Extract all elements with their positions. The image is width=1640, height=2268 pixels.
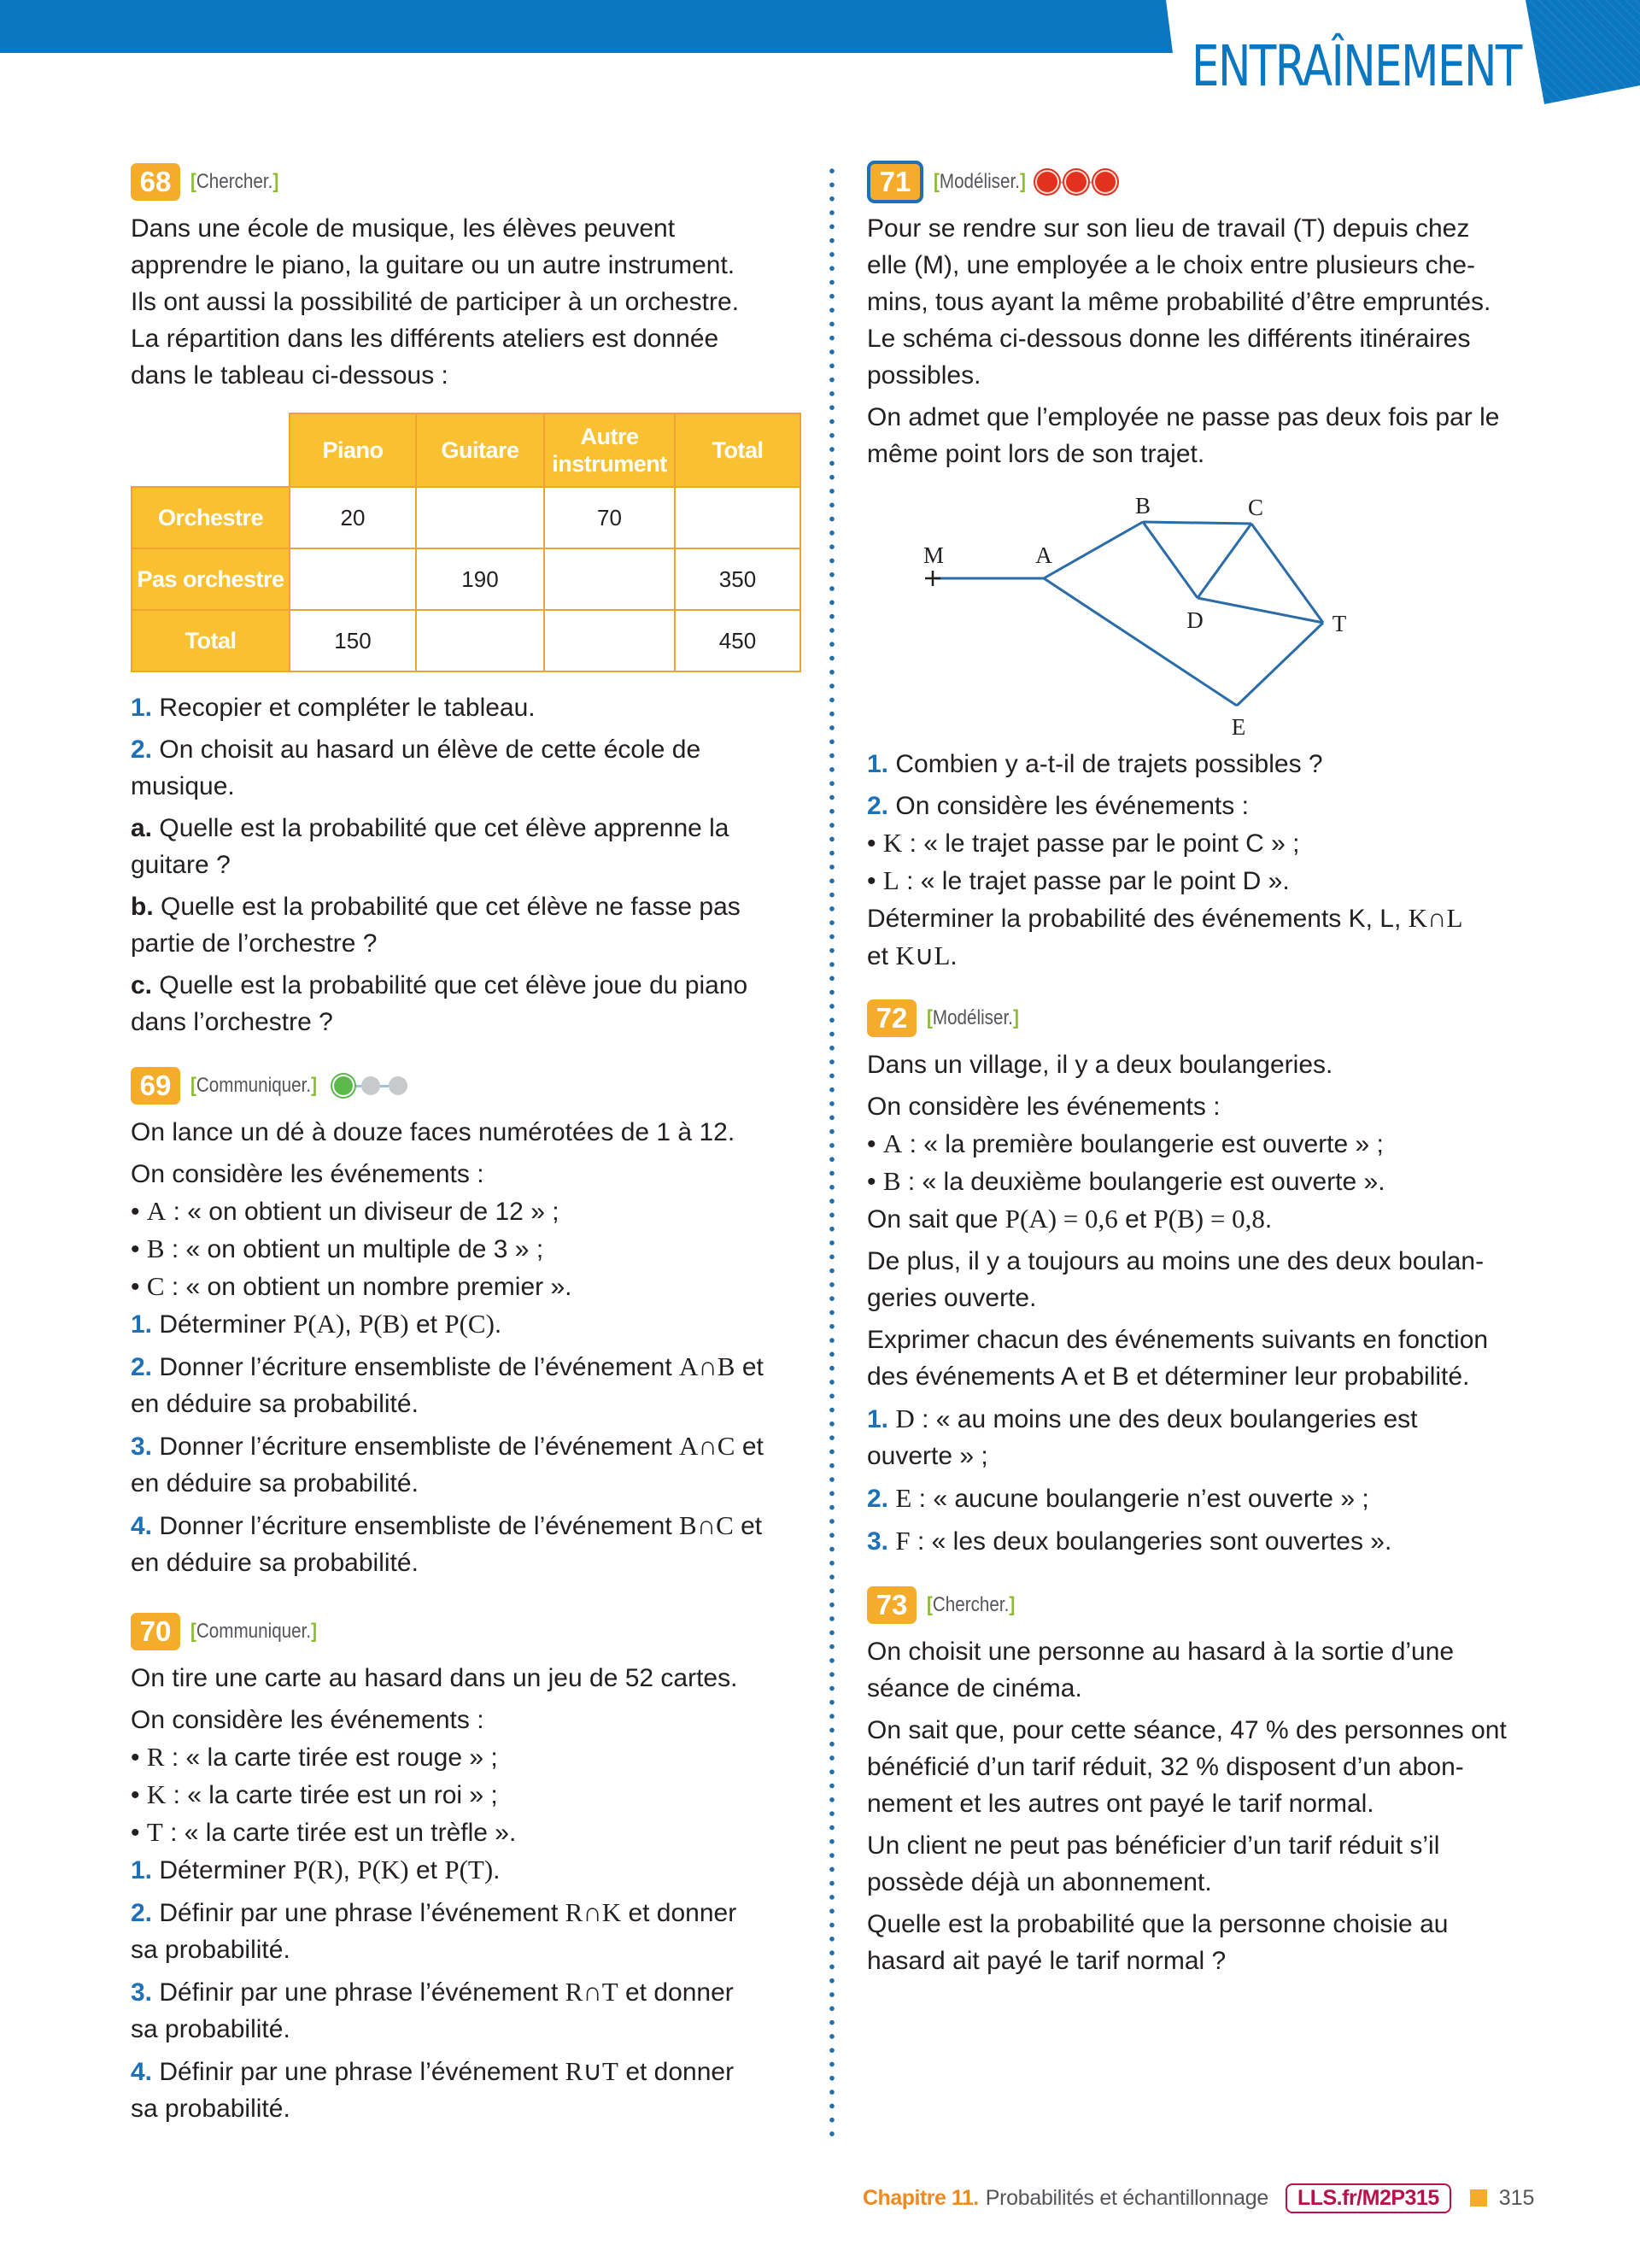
graph-svg [867, 484, 1542, 741]
resource-link[interactable]: LLS.fr/M2P315 [1286, 2183, 1451, 2213]
question-1: 1. Déterminer P(R), P(K) et P(T). [131, 1855, 501, 1884]
exercise-number-badge: 72 [867, 999, 917, 1037]
question-3: 3. Définir par une phrase l’événement R∩T et donner sa probabilité. [131, 1977, 734, 2043]
difficulty-dot-filled-icon [1037, 172, 1057, 192]
table-cell [675, 487, 800, 548]
svg-text:A: A [1035, 542, 1052, 568]
exercise-71 [867, 162, 1542, 975]
table-cell: 450 [675, 610, 800, 671]
question-2b: b. Quelle est la probabilité que cet élève ne fasse pas partie de l’orchestre ? [131, 893, 741, 958]
exercise-number-badge: 69 [131, 1067, 180, 1105]
exercise-73 [867, 1585, 1542, 1979]
question-2c: c. Quelle est la probabilité que cet élève joue du piano dans l’orchestre ? [131, 971, 748, 1036]
exercise-number-badge: 73 [867, 1586, 917, 1624]
svg-text:D: D [1186, 607, 1204, 633]
event-item: • C : « on obtient un nombre premier ». [131, 1271, 572, 1301]
event-item: • L : « le trajet passe par le point D ». [867, 865, 1290, 895]
exercise-body: Dans un village, il y a deux boulangeries. On considère les événements : • A : « la première boulangerie est ouverte » ; • B : « la deuxième boulangerie est ouverte ». On sait que P(A) = 0,6 et P(B) = 0,8. De plus, il y a toujours au moins une des deux boulan- geries ouverte. Exprimer chacun des événements suivants en fonction des événements A et B et déterminer leur probabilité. 1. D : « au moins une des deux boulangeries est ouverte » ; 2. E : « aucune boulangerie n’est ouverte » ; 3. F : « les deux boulangeries sont ouvertes ». [867, 1046, 1542, 1560]
exercise-72 [867, 999, 1542, 1560]
question-4: 4. Donner l’écriture ensembliste de l’événement B∩C et en déduire sa probabilité. [131, 1510, 763, 1577]
right-column [867, 162, 1542, 1979]
header-corner-decoration [1526, 0, 1640, 104]
exercise-header [131, 1066, 805, 1105]
col-header: Guitare [416, 413, 544, 487]
question-2: 2. Définir par une phrase l’événement R∩K et donner sa probabilité. [131, 1897, 737, 1964]
event-item: • K : « le trajet passe par le point C » ; [867, 828, 1300, 858]
table-cell [544, 548, 675, 610]
table-cell: 350 [675, 548, 800, 610]
table-cell: 20 [290, 487, 416, 548]
skill-tag: [Modéliser.] [927, 1006, 1019, 1029]
question-1: 1. Recopier et compléter le tableau. [131, 694, 536, 722]
event-item: • A : « la première boulangerie est ouverte » ; [867, 1128, 1384, 1158]
event-item: • T : « la carte tirée est un trèfle ». [131, 1817, 517, 1847]
row-header: Pas orchestre [132, 548, 290, 610]
exercise-body: On lance un dé à douze faces numérotées de 1 à 12. On considère les événements : • A : « on obtient un diviseur de 12 » ; • B : « on obtient un multiple de 3 » ; • C : « on obtient un nombre premier ». 1. Déterminer P(A), P(B) et P(C). 2. Donner l’écriture ensembliste de l’événement A∩B et en déduire sa probabilité. 3. Donner l’écriture ensembliste de l’événement A∩C et en déduire sa probabilité. 4. Donner l’écriture ensembliste de l’événement B∩C et en déduire sa probabilité. [131, 1114, 805, 1581]
question-2: 2. Donner l’écriture ensembliste de l’événement A∩B et en déduire sa probabilité. [131, 1351, 764, 1418]
exercise-69 [131, 1066, 805, 1581]
chapter-label: Chapitre 11. [863, 2185, 979, 2210]
left-column [131, 162, 805, 2127]
question-1: 1. Déterminer P(A), P(B) et P(C). [131, 1309, 502, 1339]
exercise-header [131, 1612, 805, 1651]
exercise-intro: Dans une école de musique, les élèves peuvent apprendre le piano, la guitare ou un autre instrument. Ils ont aussi la possibilité de participer à un orchestre. La répartition dans les différents ateliers est donnée dans le tableau ci-dessous : [131, 214, 740, 390]
question-2: 2. E : « aucune boulangerie n’est ouverte » ; [867, 1483, 1369, 1513]
questions [131, 689, 805, 1040]
question-4: 4. Définir par une phrase l’événement R∪T et donner sa probabilité. [131, 2056, 735, 2123]
exercise-number-badge: 71 [867, 161, 923, 203]
determine-text: Déterminer la probabilité des événements K, L, K∩L et K∪L. [867, 903, 1463, 970]
difficulty-indicator [1037, 172, 1116, 192]
col-header: Piano [290, 413, 416, 487]
question-2: 2. On considère les événements : [867, 792, 1249, 820]
table-cell [544, 610, 675, 671]
exercise-intro: Pour se rendre sur son lieu de travail (T) depuis chez elle (M), une employée a le choix entre plusieurs che- mins, tous ayant la même probabilité d’être empruntés. Le schéma ci-dessous donne les différents itinéraires possibles. On admet que l’employée ne passe pas deux fois par le même point lors de son trajet. [867, 214, 1500, 468]
exercise-body: On choisit une personne au hasard à la sortie d’une séance de cinéma. On sait que, pour cette séance, 47 % des personnes ont bénéficié d’un tarif réduit, 32 % disposent d’un abon- nement et les autres ont payé le tarif normal. Un client ne peut pas bénéficier d’un tarif réduit s’il possède déjà un abonnement. Quelle est la probabilité que la personne choisie au hasard ait payé le tarif normal ? [867, 1638, 1507, 1975]
data-table [131, 413, 801, 672]
event-item: • B : « on obtient un multiple de 3 » ; [131, 1234, 544, 1263]
skill-tag: [Chercher.] [190, 170, 279, 193]
exercise-number-badge: 70 [131, 1613, 180, 1650]
exercise-header [867, 1585, 1542, 1625]
table-cell [290, 548, 416, 610]
exercise-header [867, 999, 1542, 1038]
svg-text:T: T [1332, 611, 1347, 636]
exercise-number-badge: 68 [131, 163, 180, 201]
difficulty-dot-filled-icon [1095, 172, 1116, 192]
question-3: 3. F : « les deux boulangeries sont ouvertes ». [867, 1526, 1392, 1556]
event-item: • A : « on obtient un diviseur de 12 » ; [131, 1196, 559, 1226]
exercise-68 [131, 162, 805, 1040]
table-header-row [132, 413, 800, 487]
difficulty-dot-filled-icon [1066, 172, 1086, 192]
table-row [132, 487, 800, 548]
difficulty-dot-empty-icon [361, 1076, 380, 1095]
event-item: • R : « la carte tirée est rouge » ; [131, 1742, 498, 1772]
row-header: Total [132, 610, 290, 671]
questions [867, 746, 1542, 975]
event-item: • K : « la carte tirée est un roi » ; [131, 1779, 498, 1809]
route-graph-diagram [867, 484, 1542, 741]
graph-edges [935, 522, 1323, 706]
exercise-header [131, 162, 805, 202]
skill-tag: [Chercher.] [927, 1593, 1016, 1616]
difficulty-dot-filled-icon [334, 1076, 353, 1095]
corner-pattern [1526, 0, 1640, 104]
table-row [132, 610, 800, 671]
table-row [132, 548, 800, 610]
page-footer [863, 2181, 1534, 2215]
difficulty-indicator [334, 1076, 407, 1095]
table-cell: 190 [416, 548, 544, 610]
exercise-70 [131, 1612, 805, 2127]
svg-text:E: E [1231, 714, 1246, 740]
svg-text:B: B [1134, 493, 1151, 519]
graph-labels [923, 493, 1347, 740]
question-3: 3. Donner l’écriture ensembliste de l’événement A∩C et en déduire sa probabilité. [131, 1431, 764, 1497]
known-probabilities: On sait que P(A) = 0,6 et P(B) = 0,8. [867, 1204, 1273, 1234]
row-header: Orchestre [132, 487, 290, 548]
svg-text:M: M [922, 542, 945, 568]
col-header: Total [675, 413, 800, 487]
page-number: 315 [1498, 2185, 1535, 2210]
chapter-title: Probabilités et échantillonnage [985, 2185, 1268, 2210]
question-2: 2. On choisit au hasard un élève de cette école de musique. [131, 735, 701, 800]
skill-tag: [Modéliser.] [934, 170, 1026, 193]
skill-tag: [Communiquer.] [190, 1620, 317, 1643]
start-cross-icon [925, 571, 940, 586]
exercise-body: On tire une carte au hasard dans un jeu de 52 cartes. On considère les événements : • R : « la carte tirée est rouge » ; • K : « la carte tirée est un roi » ; • T : « la carte tirée est un trèfle ». 1. Déterminer P(R), P(K) et P(T). 2. Définir par une phrase l’événement R∩K et donner sa probabilité. 3. Définir par une phrase l’événement R∩T et donner sa probabilité. 4. Définir par une phrase l’événement R∪T et donner sa probabilité. [131, 1660, 805, 2127]
header-band [0, 0, 1174, 53]
question-1: 1. Combien y a-t-il de trajets possibles ? [867, 750, 1323, 778]
exercise-header [867, 162, 1542, 202]
col-header: Autre instrument [544, 413, 675, 487]
svg-text:C: C [1247, 495, 1264, 520]
table-cell [416, 487, 544, 548]
section-title: ENTRAÎNEMENT [1192, 33, 1521, 99]
table-cell [416, 610, 544, 671]
page-marker-icon [1470, 2189, 1487, 2206]
event-item: • B : « la deuxième boulangerie est ouverte ». [867, 1166, 1385, 1196]
table-cell: 70 [544, 487, 675, 548]
column-divider [829, 164, 835, 2137]
skill-tag: [Communiquer.] [190, 1074, 317, 1097]
table-cell: 150 [290, 610, 416, 671]
question-1: 1. D : « au moins une des deux boulangeries est ouverte » ; [867, 1404, 1418, 1470]
question-2a: a. Quelle est la probabilité que cet élève apprenne la guitare ? [131, 814, 729, 879]
difficulty-dot-empty-icon [389, 1076, 407, 1095]
